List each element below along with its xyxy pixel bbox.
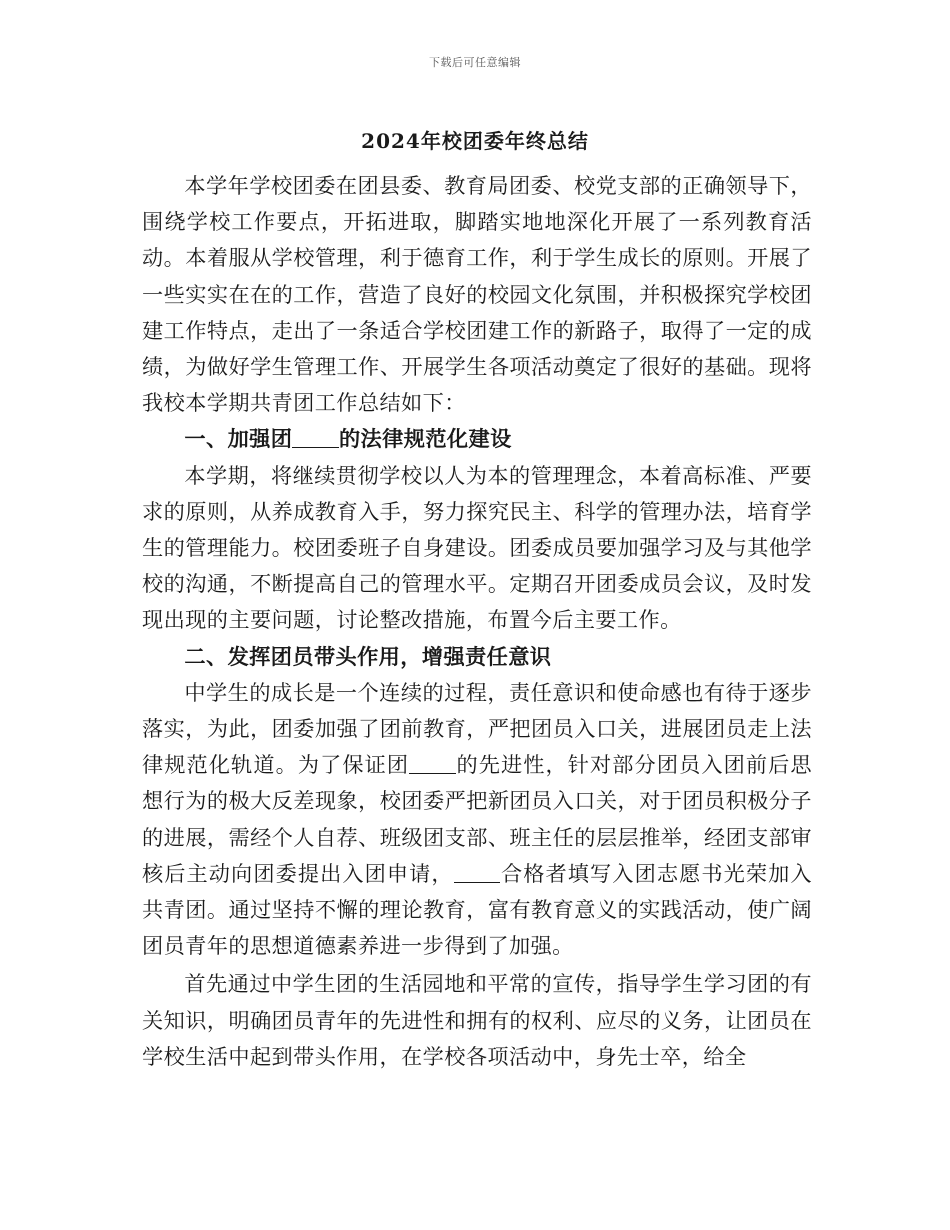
section-2-paragraph-1-part-3: 合格者填写入团志愿书光荣加入共青团。通过坚持不懈的理论教育，富有教育意义的实践活动，使广阔团员青年的思想道德素养进一步得到了加强。 bbox=[142, 860, 812, 959]
intro-paragraph: 本学年学校团委在团县委、教育局团委、校党支部的正确领导下，围绕学校工作要点，开拓进取，脚踏实地地深化开展了一系列教育活动。本着服从学校管理，利于德育工作，利于学生成长的原则。开展了一些实实在在的工作，营造了良好的校园文化氛围，并积极探究学校团建工作特点，走出了一条适合学校团建工作的新路子，取得了一定的成绩，为做好学生管理工作、开展学生各项活动奠定了很好的基础。现将我校本学期共青团工作总结如下： bbox=[142, 173, 812, 416]
blank-underline bbox=[454, 861, 501, 883]
section-2-paragraph-1-part-2: 的先进性，针对部分团员入团前后思想行为的极大反差现象，校团委严把新团员入口关，对于团员积极分子的进展，需经个人自荐、班级团支部、班主任的层层推举，经团支部审核后主动向团委提出入团申请， bbox=[142, 752, 812, 886]
page-title: 2024年校团委年终总结 bbox=[361, 129, 589, 153]
header-note: 下载后可任意编辑 bbox=[429, 56, 521, 69]
section-2-paragraph-2: 首先通过中学生团的生活园地和平常的宣传，指导学生学习团的有关知识，明确团员青年的先进性和拥有的权利、应尽的义务，让团员在学校生活中起到带头作用，在学校各项活动中，身先士卒，给全 bbox=[142, 971, 812, 1069]
section-2-paragraph-1 bbox=[142, 675, 812, 965]
section-1-heading-start: 一、加强团 bbox=[184, 426, 293, 452]
section-1-paragraph: 本学期，将继续贯彻学校以人为本的管理理念，本着高标准、严要求的原则，从养成教育入手，努力探究民主、科学的管理办法，培育学生的管理能力。校团委班子自身建设。团委成员要加强学习及与其他学校的沟通，不断提高自己的管理水平。定期召开团委成员会议，及时发现出现的主要问题，讨论整改措施，布置今后主要工作。 bbox=[142, 462, 812, 633]
section-1-heading bbox=[142, 421, 812, 457]
document-body bbox=[142, 168, 812, 1075]
blank-underline bbox=[409, 752, 456, 774]
section-2-paragraph-1-part-1: 中学生的成长是一个连续的过程，责任意识和使命感也有待于逐步落实，为此，团委加强了团前教育，严把团员入口关，进展团员走上法律规范化轨道。为了保证团 bbox=[142, 679, 812, 778]
blank-underline bbox=[292, 426, 339, 448]
section-1-heading-end: 的法律规范化建设 bbox=[338, 426, 512, 452]
section-2-heading: 二、发挥团员带头作用，增强责任意识 bbox=[184, 643, 552, 669]
